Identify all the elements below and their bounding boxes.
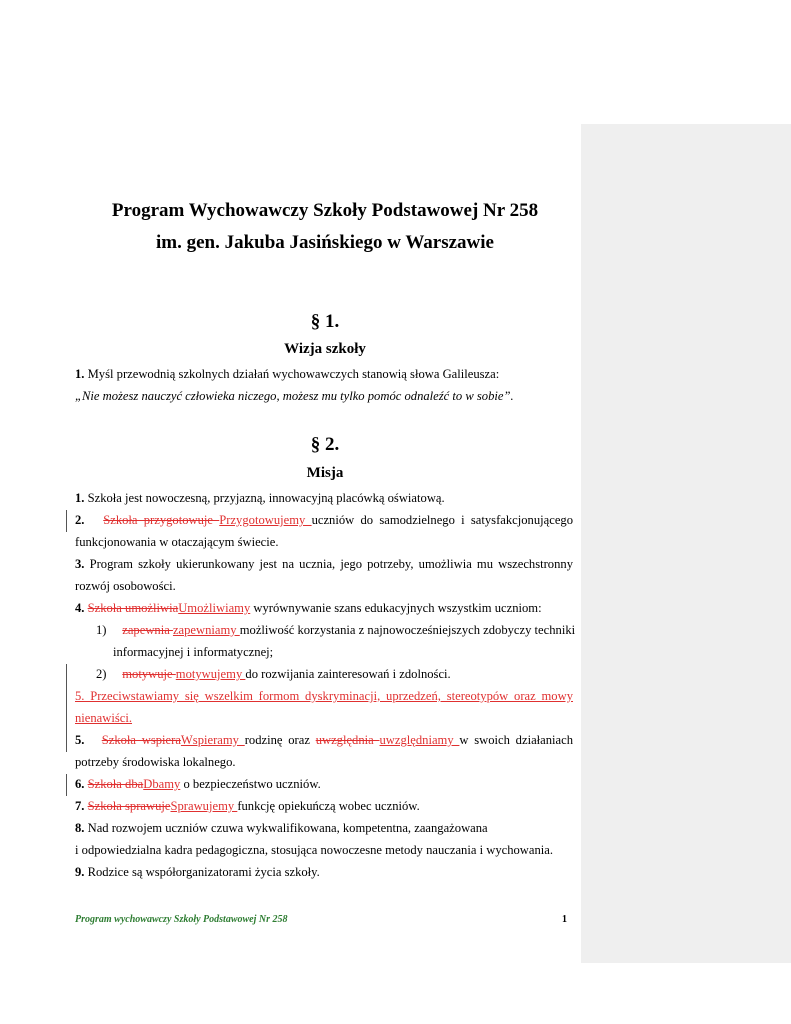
document-title-line2: im. gen. Jakuba Jasińskiego w Warszawie <box>156 232 494 253</box>
mission-item-4-sub-1 <box>96 622 576 638</box>
inserted-item-5-cont[interactable]: nienawiści. <box>75 711 133 725</box>
item-text: o bezpieczeństwo uczniów. <box>180 777 321 791</box>
mission-item-4 <box>75 600 573 616</box>
item-number: 3. <box>75 557 85 571</box>
footer-title: Program wychowawczy Szkoły Podstawowej Nr 258 <box>75 914 288 925</box>
item-number: 1. <box>75 367 85 381</box>
tracked-insertion[interactable]: Przygotowujemy <box>219 513 312 527</box>
galileo-quote <box>75 388 573 404</box>
tracked-deletion[interactable]: motywuje <box>122 667 176 681</box>
tracked-insertion[interactable]: Umożliwiamy <box>178 601 251 615</box>
tracked-deletion[interactable]: zapewnia <box>122 623 173 637</box>
item-number: 6. <box>75 777 85 791</box>
mission-item-4-sub-1-cont: informacyjnej i informatycznej; <box>113 645 274 659</box>
item-number: 4. <box>75 601 85 615</box>
change-bar <box>66 730 67 752</box>
tracked-deletion[interactable]: Szkoła dba <box>87 777 144 791</box>
inserted-item-5[interactable]: 5. Przeciwstawiamy się wszelkim formom dyskryminacji, uprzedzeń, stereotypów oraz mowy <box>75 689 573 703</box>
item-number: 2) <box>96 667 107 681</box>
item-text: wyrównywanie szans edukacyjnych wszystkim uczniom: <box>250 601 542 615</box>
change-bar <box>66 510 67 532</box>
item-number: 8. <box>75 821 85 835</box>
mission-item-3 <box>75 556 573 572</box>
mission-item-2-cont: funkcjonowania w otaczającym świecie. <box>75 535 279 549</box>
change-bar <box>66 664 67 686</box>
mission-item-1 <box>75 490 573 506</box>
mission-item-4-sub-2 <box>96 666 573 682</box>
item-number: 5. <box>75 733 85 747</box>
item-number: 7. <box>75 799 85 813</box>
tracked-deletion[interactable]: Szkoła wspiera <box>101 733 181 747</box>
page-number: 1 <box>562 914 567 925</box>
mission-item-6 <box>75 776 573 792</box>
tracked-insertion[interactable]: Wspieramy <box>180 733 245 747</box>
mission-item-5 <box>75 732 573 748</box>
item-text: Program szkoły ukierunkowany jest na ucznia, jego potrzeby, umożliwia mu wszechstronny <box>84 557 573 571</box>
item-text: Nad rozwojem uczniów czuwa wykwalifikowana, kompetentna, zaangażowana <box>84 821 488 835</box>
quote-text: „Nie możesz nauczyć człowieka niczego, możesz mu tylko pomóc odnaleźć to w sobie”. <box>75 389 514 403</box>
tracked-insertion[interactable]: zapewniamy <box>172 623 240 637</box>
tracked-insertion[interactable]: motywujemy <box>175 667 246 681</box>
section1-subheading: Wizja szkoły <box>284 341 366 357</box>
tracked-deletion[interactable]: Szkoła umożliwia <box>87 601 179 615</box>
tracked-deletion[interactable]: Szkoła przygotowuje <box>103 513 220 527</box>
item-text: Rodzice są współorganizatorami życia szkoły. <box>84 865 320 879</box>
change-bar <box>66 774 67 796</box>
tracked-deletion[interactable]: Szkoła sprawuje <box>87 799 171 813</box>
mission-item-2 <box>75 512 573 528</box>
change-bar <box>66 686 67 730</box>
tracked-insertion[interactable]: Dbamy <box>143 777 181 791</box>
tracked-insertion[interactable]: Sprawujemy <box>170 799 238 813</box>
page-footer <box>75 914 573 925</box>
item-text: Szkoła jest nowoczesną, przyjazną, innowacyjną placówką oświatową. <box>84 491 445 505</box>
section2-heading: § 2. <box>310 434 340 455</box>
item-number: 1) <box>96 623 107 637</box>
mission-item-8 <box>75 820 573 836</box>
item-text: do rozwijania zainteresowań i zdolności. <box>245 667 451 681</box>
mission-item-7 <box>75 798 573 814</box>
item-number: 1. <box>75 491 85 505</box>
item-number: 2. <box>75 513 85 527</box>
item-number: 9. <box>75 865 85 879</box>
item-text: możliwość korzystania z najnowocześniejszych zdobyczy techniki <box>239 623 576 637</box>
mission-item-3-cont: rozwój osobowości. <box>75 579 176 593</box>
mission-item-8-cont: i odpowiedzialna kadra pedagogiczna, stosująca nowoczesne metody nauczania i wychowania. <box>75 843 554 857</box>
tracked-insertion[interactable]: uwzględniamy <box>379 733 460 747</box>
paragraph-text: Myśl przewodnią szkolnych działań wychowawczych stanowią słowa Galileusza: <box>84 367 500 381</box>
mission-item-5-cont: potrzeby środowiska lokalnego. <box>75 755 236 769</box>
item-text: funkcję opiekuńczą wobec uczniów. <box>237 799 420 813</box>
document-title-line1: Program Wychowawczy Szkoły Podstawowej Nr 258 <box>111 200 539 221</box>
item-text: w swoich działaniach <box>459 733 574 747</box>
item-text: uczniów do samodzielnego i satysfakcjonującego <box>311 513 574 527</box>
tracked-deletion[interactable]: uwzględnia <box>315 733 380 747</box>
item-text: rodzinę oraz <box>244 733 316 747</box>
section1-heading: § 1. <box>310 311 340 332</box>
vision-paragraph <box>75 366 573 382</box>
mission-item-9 <box>75 864 573 880</box>
section2-subheading: Misja <box>306 465 344 481</box>
